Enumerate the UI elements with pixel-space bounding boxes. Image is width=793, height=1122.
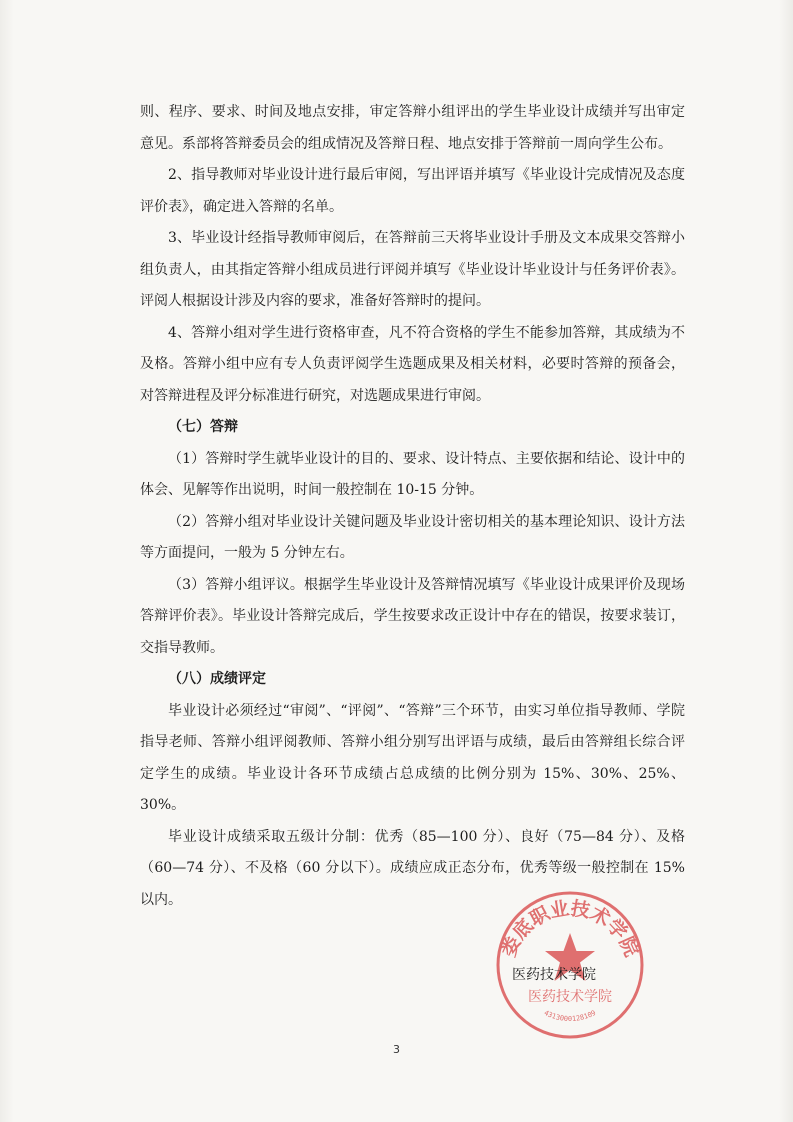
seal-serial-text: 4313000128109 [542, 1008, 598, 1024]
seal-dept-text: 医药技术学院 [528, 989, 612, 1005]
paragraph-defense-2: （2）答辩小组对毕业设计关键问题及毕业设计密切相关的基本理论知识、设计方法等方面提问，一般为 5 分钟左右。 [140, 513, 685, 561]
paragraph-grading-1: 毕业设计必须经过“审阅”、“评阅”、“答辩”三个环节，由实习单位指导教师、学院指导老师、答辩小组评阅教师、答辩小组分别写出评语与成绩，最后由答辩组长综合评定学生的成绩。毕业设计各环节成绩占总成绩的比例分别为 15%、30%、25%、30%。 [140, 702, 685, 813]
seal-ring-text: 娄底职业技术学院 [497, 897, 643, 961]
section-heading-defense: （七）答辩 [168, 419, 238, 435]
paragraph-grading-2: 毕业设计成绩采取五级计分制：优秀（85—100 分）、良好（75—84 分）、及格（60—74 分）、不及格（60 分以下）。成绩应成正态分布，优秀等级一般控制在 15%以内。 [140, 828, 685, 908]
document-body [140, 97, 685, 916]
paragraph-defense-1: （1）答辩时学生就毕业设计的目的、要求、设计特点、主要依据和结论、设计中的体会、见解等作出说明，时间一般控制在 10-15 分钟。 [140, 450, 685, 498]
section-heading-grading: （八）成绩评定 [168, 671, 266, 687]
paragraph-defense-3: （3）答辩小组评议。根据学生毕业设计及答辩情况填写《毕业设计成果评价及现场答辩评价表》。毕业设计答辩完成后，学生按要求改正设计中存在的错误，按要求装订，交指导教师。 [140, 576, 685, 656]
svg-text:4313000128109 [543, 1009, 597, 1023]
paragraph-continued: 则、程序、要求、时间及地点安排，审定答辩小组评出的学生毕业设计成绩并写出审定意见。系部将答辩委员会的组成情况及答辩日程、地点安排于答辩前一周向学生公布。 [140, 104, 685, 152]
paragraph-item-4: 4、答辩小组对学生进行资格审查，凡不符合资格的学生不能参加答辩，其成绩为不及格。答辩小组中应有专人负责评阅学生选题成果及相关材料，必要时答辩的预备会，对答辩进程及评分标准进行研究，对选题成果进行审阅。 [140, 324, 685, 404]
page-number: 3 [393, 1043, 400, 1056]
paragraph-item-3: 3、毕业设计经指导教师审阅后，在答辩前三天将毕业设计手册及文本成果交答辩小组负责人，由其指定答辩小组成员进行评阅并填写《毕业设计毕业设计与任务评价表》。评阅人根据设计涉及内容的要求，准备好答辩时的提问。 [140, 230, 685, 309]
department-signature: 医药技术学院 [512, 967, 596, 983]
paragraph-item-2: 2、指导教师对毕业设计进行最后审阅，写出评语并填写《毕业设计完成情况及态度评价表》，确定进入答辩的名单。 [140, 167, 685, 215]
